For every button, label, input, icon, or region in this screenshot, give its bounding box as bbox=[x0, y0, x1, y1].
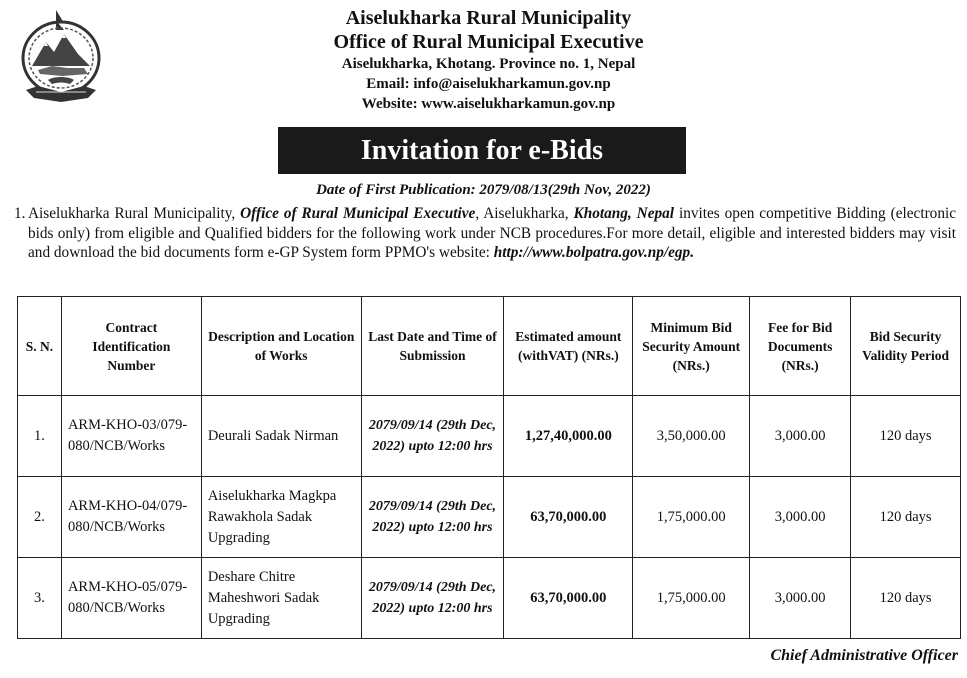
cell-estimated-amount: 63,70,000.00 bbox=[504, 477, 633, 558]
cell-fee: 3,000.00 bbox=[750, 396, 851, 477]
cell-validity: 120 days bbox=[851, 477, 961, 558]
cell-last-date: 2079/09/14 (29th Dec, 2022) upto 12:00 hrs bbox=[361, 477, 504, 558]
header-description: Description and Location of Works bbox=[201, 297, 361, 396]
cell-sn: 2. bbox=[18, 477, 62, 558]
cell-bid-security: 1,75,000.00 bbox=[633, 558, 750, 639]
header-last-date: Last Date and Time of Submission bbox=[361, 297, 504, 396]
table-row bbox=[18, 396, 961, 477]
cell-fee: 3,000.00 bbox=[750, 558, 851, 639]
signatory-title: Chief Administrative Officer bbox=[770, 647, 958, 664]
table-row bbox=[18, 558, 961, 639]
cell-description: Deurali Sadak Nirman bbox=[201, 396, 361, 477]
cell-contract-id: ARM-KHO-04/079-080/NCB/Works bbox=[61, 477, 201, 558]
bolpatra-link[interactable]: http://www.bolpatra.gov.np/egp. bbox=[493, 244, 695, 261]
notice-paragraph bbox=[14, 204, 957, 263]
cell-description: Deshare Chitre Maheshwori Sadak Upgrading bbox=[201, 558, 361, 639]
header-estimated-amount: Estimated amount (withVAT) (NRs.) bbox=[504, 297, 633, 396]
paragraph-office: Office of Rural Municipal Executive bbox=[240, 205, 476, 222]
paragraph-text-2: , Aiselukharka, bbox=[475, 205, 574, 222]
paragraph-text-3: invites open competitive Bidding (electronic bids only) from eligible and Qualified bidders for the following work under NCB procedures.For more detail, eligible and interested bidders may visit and download the bid documents form e-GP System form PPMO's website: bbox=[28, 205, 957, 261]
cell-contract-id: ARM-KHO-05/079-080/NCB/Works bbox=[61, 558, 201, 639]
cell-sn: 1. bbox=[18, 396, 62, 477]
cell-last-date: 2079/09/14 (29th Dec, 2022) upto 12:00 hrs bbox=[361, 558, 504, 639]
bids-table bbox=[17, 296, 961, 639]
cell-contract-id: ARM-KHO-03/079-080/NCB/Works bbox=[61, 396, 201, 477]
cell-estimated-amount: 63,70,000.00 bbox=[504, 558, 633, 639]
cell-fee: 3,000.00 bbox=[750, 477, 851, 558]
paragraph-number: 1. bbox=[14, 205, 26, 222]
cell-last-date: 2079/09/14 (29th Dec, 2022) upto 12:00 hrs bbox=[361, 396, 504, 477]
cell-estimated-amount: 1,27,40,000.00 bbox=[504, 396, 633, 477]
header-fee: Fee for Bid Documents (NRs.) bbox=[750, 297, 851, 396]
header-sn: S. N. bbox=[18, 297, 62, 396]
publication-date: Date of First Publication: 2079/08/13(29th Nov, 2022) bbox=[316, 182, 651, 198]
email: Email: info@aiselukharkamun.gov.np bbox=[366, 76, 611, 92]
paragraph-text-1: Aiselukharka Rural Municipality, bbox=[28, 205, 241, 222]
header-bid-security: Minimum Bid Security Amount (NRs.) bbox=[633, 297, 750, 396]
header-validity: Bid Security Validity Period bbox=[851, 297, 961, 396]
cell-sn: 3. bbox=[18, 558, 62, 639]
municipality-name: Aiselukharka Rural Municipality bbox=[345, 7, 632, 29]
nepal-emblem-logo bbox=[18, 6, 104, 106]
cell-bid-security: 1,75,000.00 bbox=[633, 477, 750, 558]
office-name: Office of Rural Municipal Executive bbox=[333, 31, 644, 53]
header-contract-id: Contract Identification Number bbox=[61, 297, 201, 396]
cell-validity: 120 days bbox=[851, 396, 961, 477]
letterhead bbox=[200, 6, 777, 114]
table-header-row bbox=[18, 297, 961, 396]
notice-title-banner: Invitation for e-Bids bbox=[278, 127, 686, 174]
cell-description: Aiselukharka Magkpa Rawakhola Sadak Upgrading bbox=[201, 477, 361, 558]
table-row bbox=[18, 477, 961, 558]
cell-bid-security: 3,50,000.00 bbox=[633, 396, 750, 477]
cell-validity: 120 days bbox=[851, 558, 961, 639]
address: Aiselukharka, Khotang. Province no. 1, Nepal bbox=[341, 56, 636, 72]
paragraph-location: Khotang, Nepal bbox=[573, 205, 675, 222]
website: Website: www.aiselukharkamun.gov.np bbox=[361, 96, 616, 112]
